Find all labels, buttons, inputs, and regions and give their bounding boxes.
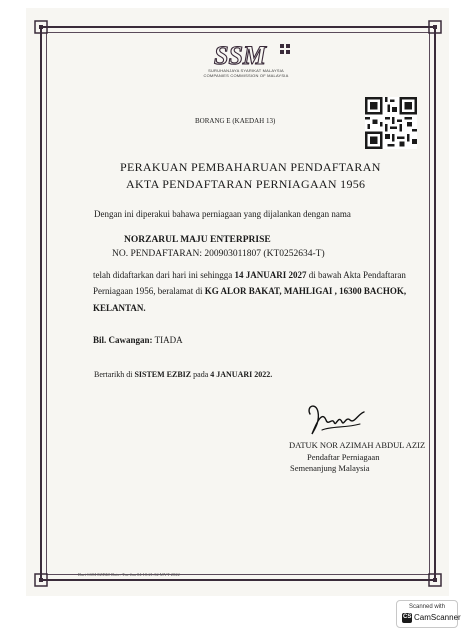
registration-label: NO. PENDAFTARAN: (112, 249, 203, 259)
scanned-with-text: Scanned with (408, 604, 446, 610)
ssm-logo-mark: SSM (214, 41, 267, 70)
certificate-title-line2: AKTA PENDAFTARAN PERNIAGAAN 1956 (126, 177, 366, 191)
signatory-title-line2: Semenanjung Malaysia (290, 463, 370, 473)
dated-mid: pada (193, 370, 209, 379)
ssm-logo-caption (186, 68, 306, 78)
dated-line (94, 370, 272, 379)
body-line-2 (93, 286, 406, 296)
expiry-date: 14 JANUARI 2027 (234, 270, 307, 280)
body-line-1 (93, 270, 406, 280)
camscanner-badge (396, 600, 461, 628)
qr-code-icon (365, 97, 417, 149)
business-name: NORZARUL MAJU ENTERPRISE (124, 235, 271, 245)
camscanner-logo-letters: CS (403, 614, 412, 620)
form-reference: BORANG E (KAEDAH 13) (195, 117, 276, 125)
logo-caption-line2: COMPANIES COMMISSION OF MALAYSIA (203, 73, 289, 78)
footer-note: Dari SSM EZBIZ Date: Tue Jan 04 10:21:32 MYT 2022 (78, 572, 180, 577)
logo-caption-line1: SURUHANJAYA SYARIKAT MALAYSIA (208, 68, 284, 73)
dated-pre: Bertarikh di (94, 370, 133, 379)
signatory-title-line1: Pendaftar Perniagaan (307, 452, 380, 462)
camscanner-name: CamScanner (414, 613, 461, 622)
signature-image (302, 400, 368, 438)
signatory-name: DATUK NOR AZIMAH ABDUL AZIZ (289, 440, 426, 450)
intro-text: Dengan ini diperakui bahawa perniagaan yang dijalankan dengan nama (94, 209, 351, 219)
address-part1: KG ALOR BAKAT, MAHLIGAI , 16300 BACHOK, (204, 286, 407, 296)
body-pre: telah didaftarkan dari hari ini sehingga (93, 270, 233, 280)
address-part2: KELANTAN. (93, 303, 146, 313)
corner-ornament-icon (34, 573, 48, 587)
corner-ornament-icon (428, 20, 442, 34)
corner-ornament-icon (428, 573, 442, 587)
branch-line (93, 335, 183, 345)
branch-label: Bil. Cawangan: (93, 335, 153, 345)
registration-number: 200903011807 (KT0252634-T) (204, 249, 325, 259)
body-post: di bawah Akta Pendaftaran (308, 270, 406, 280)
corner-ornament-icon (34, 20, 48, 34)
system-name: SISTEM EZBIZ (134, 370, 192, 379)
issue-date: 4 JANUARI 2022. (210, 370, 273, 379)
certificate-title-line1: PERAKUAN PEMBAHARUAN PENDAFTARAN (120, 160, 381, 174)
body-line2-pre: Perniagaan 1956, beralamat di (93, 286, 203, 296)
branch-value: TIADA (154, 335, 183, 345)
registration-number-line (112, 249, 325, 259)
